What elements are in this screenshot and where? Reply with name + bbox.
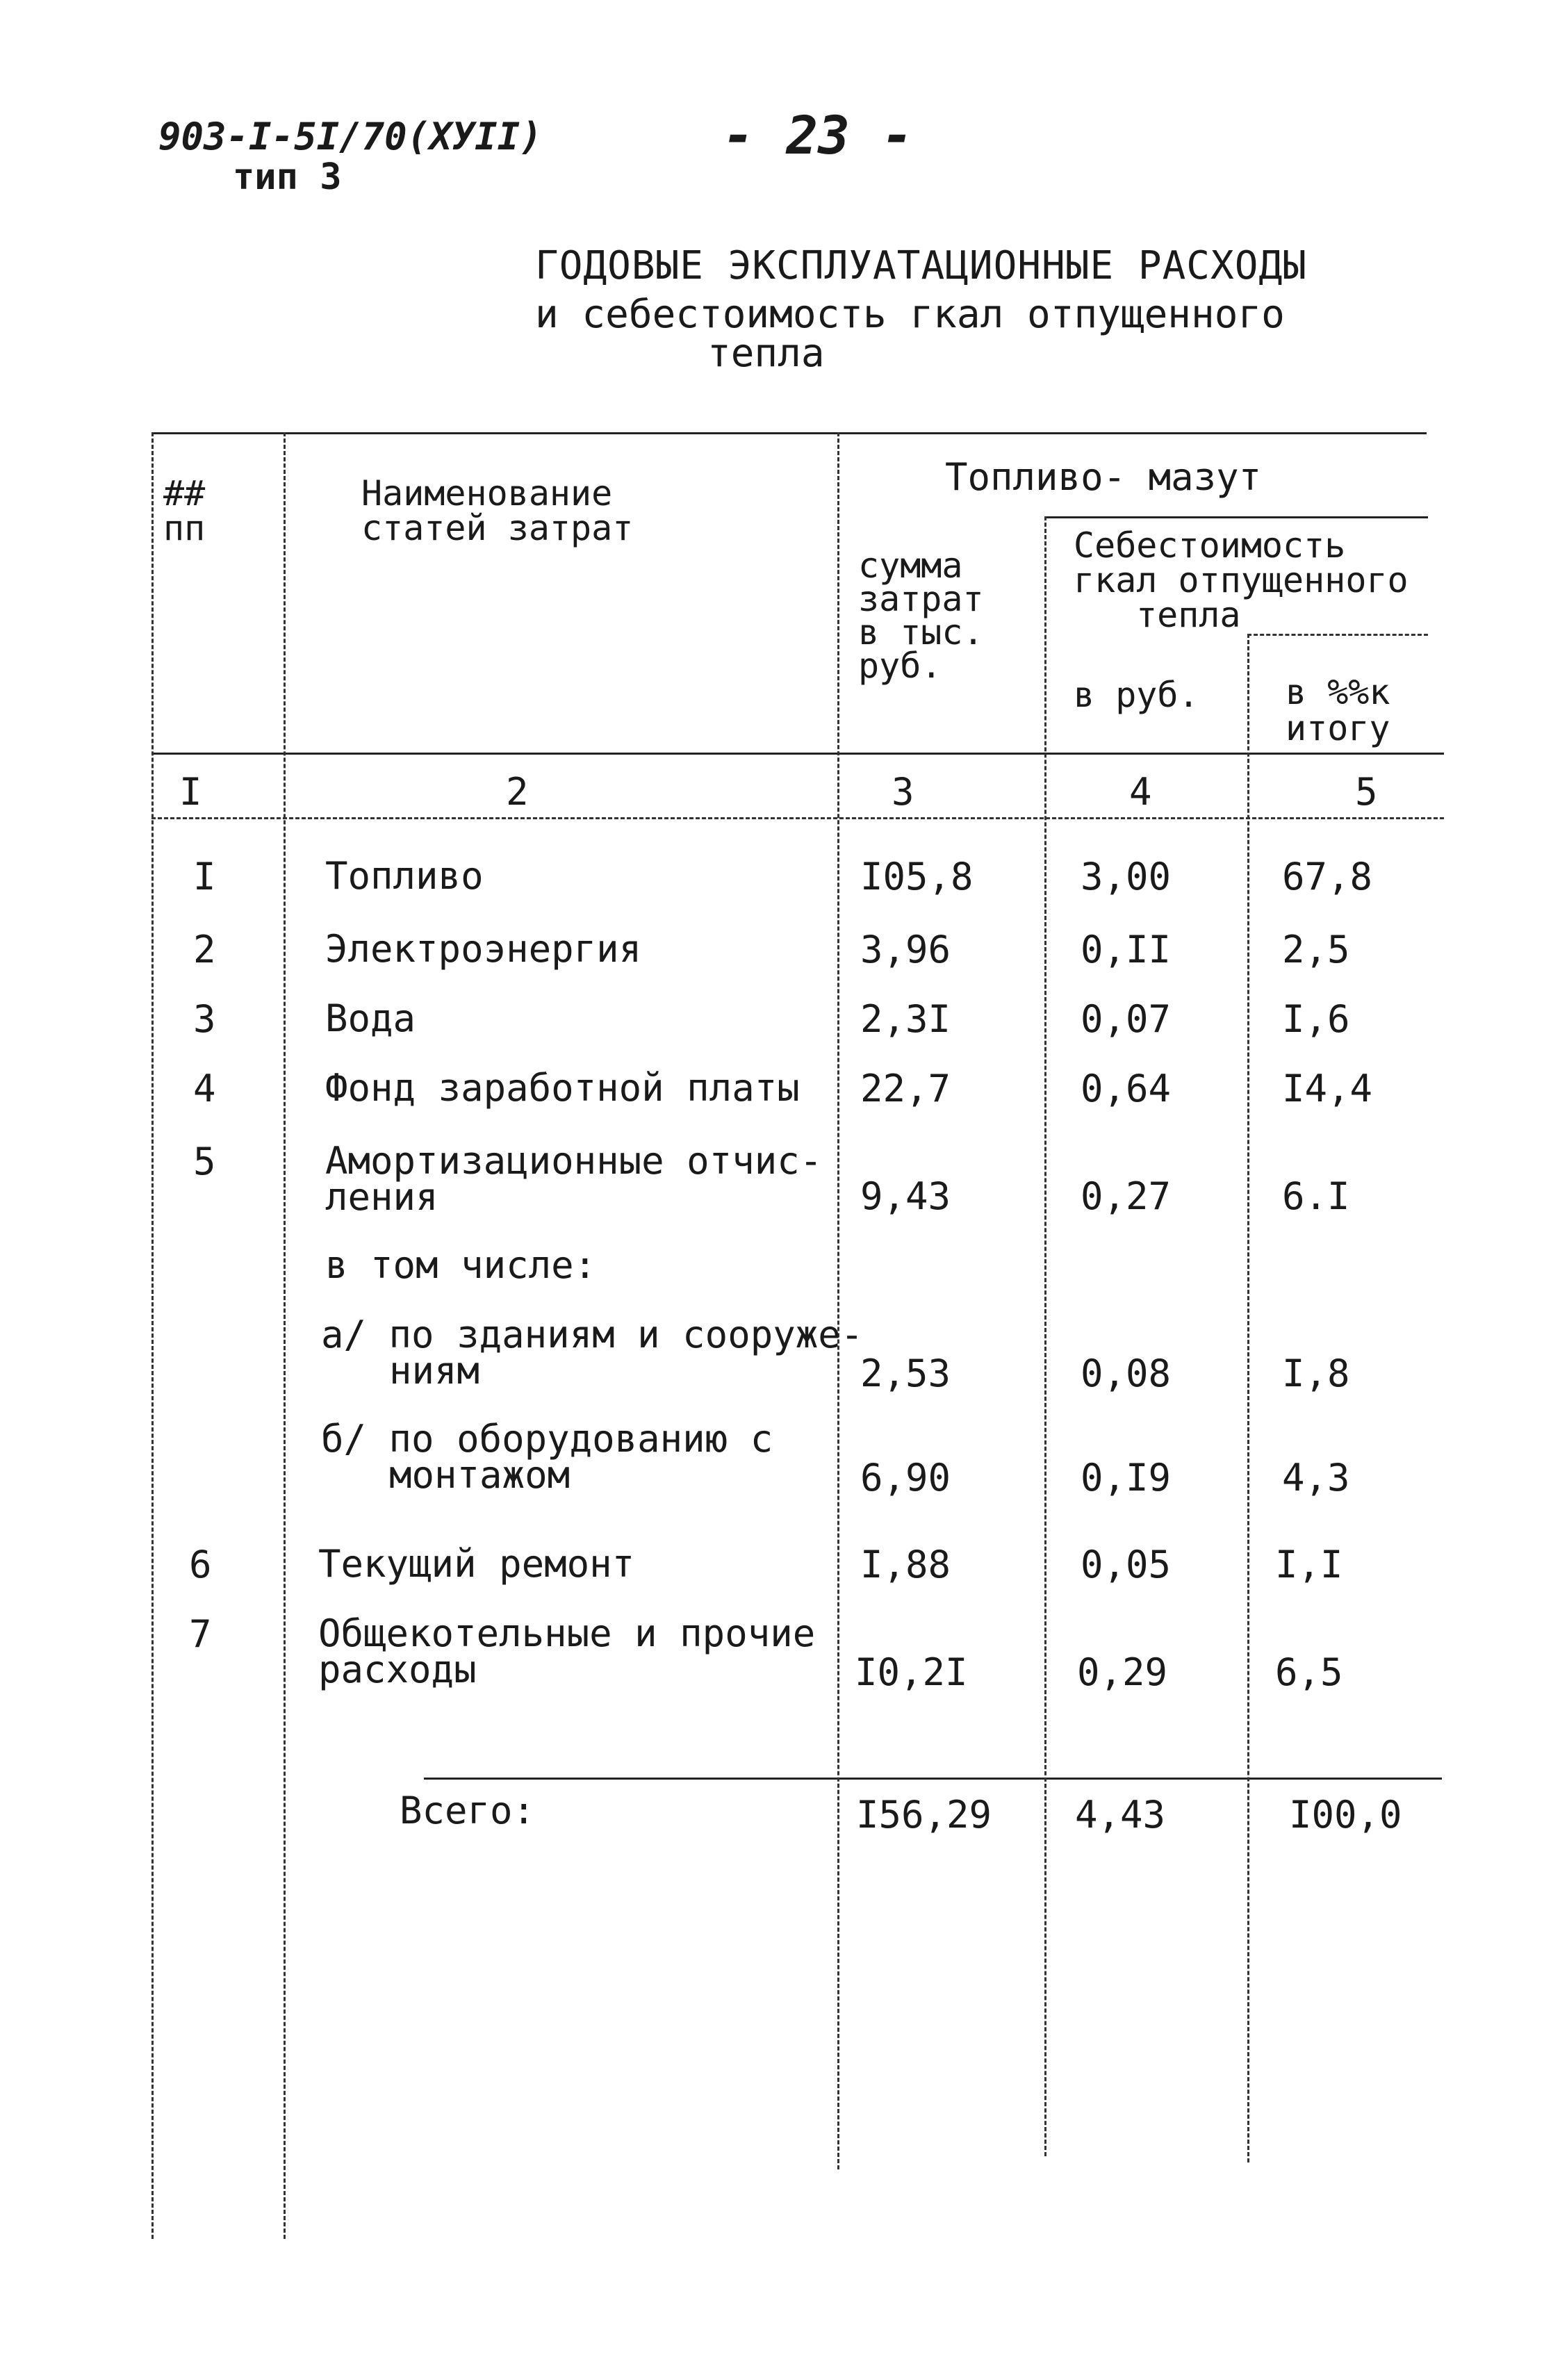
- document-code: 903-I-5I/70(XУII): [158, 115, 543, 158]
- row-2-sum: 3,96: [860, 928, 951, 971]
- row-3-pct: I,6: [1282, 997, 1350, 1041]
- column-divider-5: [1247, 634, 1249, 2162]
- title-line-1: ГОДОВЫЕ ЭКСПЛУАТАЦИОННЫЕ РАСХОДЫ: [535, 243, 1307, 288]
- table-top-border: [151, 432, 1427, 434]
- row-5-rub: 0,27: [1081, 1174, 1172, 1218]
- row-1-pct: 67,8: [1282, 855, 1373, 898]
- row-1-sum: I05,8: [860, 855, 974, 898]
- row-7-pct: 6,5: [1275, 1650, 1343, 1694]
- row-2-num: 2: [193, 928, 216, 971]
- header-fuel-group: Топливо- мазут: [945, 455, 1262, 499]
- total-pct: I00,0: [1289, 1793, 1402, 1837]
- row-5a-rub: 0,08: [1081, 1352, 1172, 1395]
- header-rub: в руб.: [1074, 675, 1199, 715]
- header-cost-group: Себестоимость гкал отпущенного тепла: [1074, 525, 1409, 635]
- row-1-num: I: [193, 855, 216, 898]
- row-2-rub: 0,II: [1081, 928, 1172, 971]
- row-7-rub: 0,29: [1077, 1650, 1168, 1694]
- row-5a-name: а/ по зданиям и сооруже- ниям: [321, 1313, 864, 1393]
- column-divider-4: [1044, 516, 1046, 2156]
- header-pct: в %%к итогу: [1286, 672, 1390, 748]
- title-line-2: и себестоимость гкал отпущенного: [535, 292, 1285, 337]
- row-6-sum: I,88: [860, 1543, 951, 1586]
- row-5b-name: б/ по оборудованию с монтажом: [321, 1417, 773, 1497]
- col-number-5: 5: [1355, 770, 1378, 814]
- row-5b-pct: 4,3: [1282, 1456, 1350, 1500]
- row-6-num: 6: [189, 1543, 212, 1586]
- column-divider-1: [151, 432, 154, 2239]
- row-1-rub: 3,00: [1081, 855, 1172, 898]
- row-5a-pct: I,8: [1282, 1352, 1350, 1395]
- row-4-name: Фонд заработной платы: [325, 1066, 800, 1110]
- column-numbers-bottom-border: [151, 817, 1444, 819]
- row-2-name: Электроэнергия: [325, 927, 642, 971]
- total-label: Всего:: [400, 1789, 536, 1832]
- row-7-name: Общекотельные и прочие расходы: [318, 1611, 816, 1691]
- header-sum: сумма затрат в тыс. руб.: [858, 545, 984, 686]
- row-4-pct: I4,4: [1282, 1067, 1373, 1110]
- col-number-1: I: [179, 770, 202, 814]
- total-separator: [424, 1778, 1442, 1780]
- row-5a-sum: 2,53: [860, 1352, 951, 1395]
- title-line-3: тепла: [707, 331, 825, 376]
- row-3-rub: 0,07: [1081, 997, 1172, 1041]
- row-4-num: 4: [193, 1067, 216, 1110]
- row-2-pct: 2,5: [1282, 928, 1350, 971]
- row-3-num: 3: [193, 997, 216, 1041]
- row-5b-rub: 0,I9: [1081, 1456, 1172, 1500]
- page-number: - 23 -: [723, 104, 914, 166]
- col-number-4: 4: [1129, 770, 1152, 814]
- cost-subheader-divider: [1247, 634, 1428, 636]
- row-3-sum: 2,3I: [860, 997, 951, 1041]
- row-6-name: Текущий ремонт: [318, 1542, 635, 1586]
- row-6-rub: 0,05: [1081, 1543, 1172, 1586]
- column-divider-2: [284, 432, 286, 2239]
- row-5-sum: 9,43: [860, 1174, 951, 1218]
- row-5-pct: 6.I: [1282, 1174, 1350, 1218]
- header-name: Наименование статей затрат: [361, 473, 634, 548]
- col-number-2: 2: [506, 770, 529, 814]
- row-6-pct: I,I: [1275, 1543, 1343, 1586]
- row-5-num: 5: [193, 1140, 216, 1183]
- row-3-name: Вода: [325, 996, 416, 1040]
- row-including-label: в том числе:: [325, 1243, 597, 1287]
- row-7-sum: I0,2I: [855, 1650, 968, 1694]
- row-5-name: Амортизационные отчис- ления: [325, 1139, 823, 1219]
- total-rub: 4,43: [1075, 1793, 1166, 1837]
- total-sum: I56,29: [856, 1793, 992, 1837]
- row-5b-sum: 6,90: [860, 1456, 951, 1500]
- header-num: ## пп: [163, 473, 206, 548]
- cost-group-top-border: [1044, 516, 1428, 518]
- col-number-3: 3: [892, 770, 914, 814]
- row-4-sum: 22,7: [860, 1067, 951, 1110]
- type-label: тип 3: [233, 156, 342, 198]
- header-bottom-border: [151, 753, 1444, 755]
- column-divider-3: [837, 432, 839, 2169]
- row-4-rub: 0,64: [1081, 1067, 1172, 1110]
- row-7-num: 7: [189, 1612, 212, 1656]
- row-1-name: Топливо: [325, 854, 484, 898]
